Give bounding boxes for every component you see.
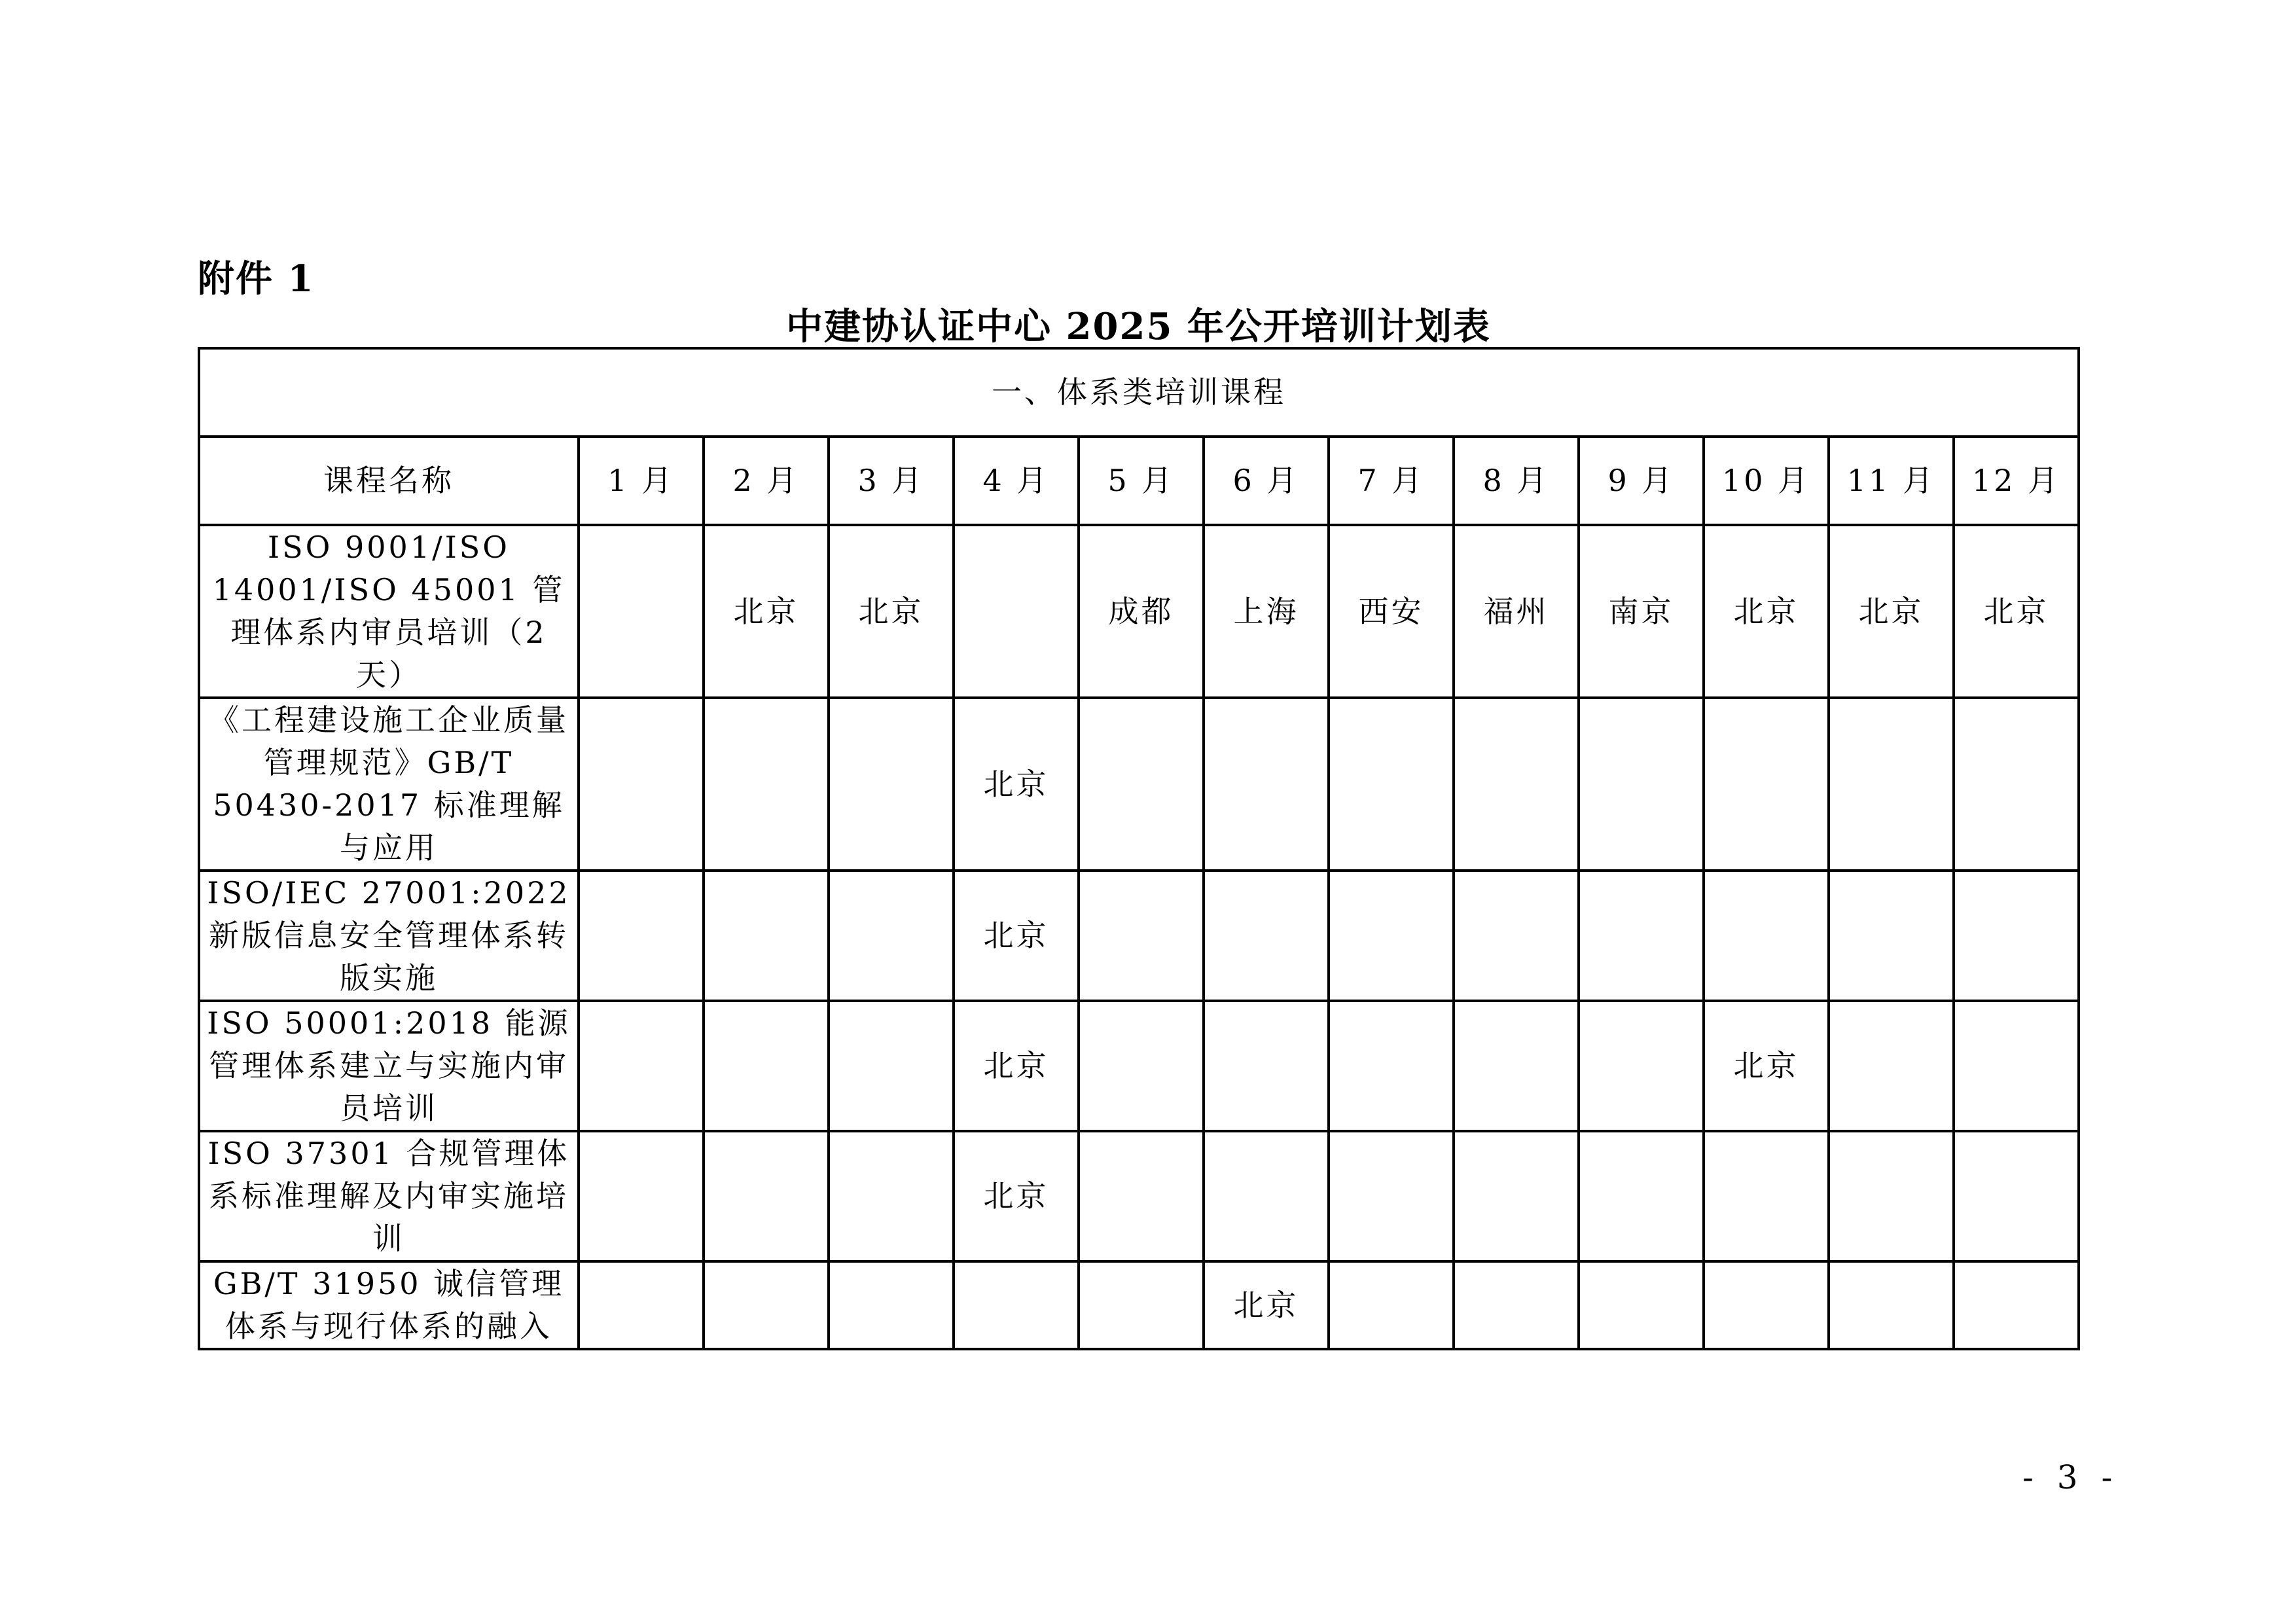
month-cell-3 [829,1001,954,1131]
attachment-label: 附件 1 [198,257,315,300]
month-cell-12 [1954,871,2079,1001]
month-cell-6: 上海 [1204,525,1329,698]
month-cell-1 [579,1001,704,1131]
month-cell-5 [1079,1001,1204,1131]
month-cell-10 [1704,1131,1829,1261]
month-cell-2 [704,1261,829,1349]
month-cell-8 [1454,1001,1579,1131]
month-cell-12 [1954,698,2079,871]
table-row [199,698,2079,871]
month-cell-12 [1954,1001,2079,1131]
section-title: 一、体系类培训课程 [199,348,2079,437]
month-cell-1 [579,1261,704,1349]
month-cell-10 [1704,698,1829,871]
month-cell-6 [1204,698,1329,871]
month-cell-9 [1579,1131,1704,1261]
header-month-8: 8 月 [1454,437,1579,525]
header-month-11: 11 月 [1829,437,1954,525]
header-month-4: 4 月 [954,437,1079,525]
month-cell-4: 北京 [954,1001,1079,1131]
month-cell-6 [1204,871,1329,1001]
month-cell-11 [1829,1131,1954,1261]
month-cell-3 [829,871,954,1001]
month-cell-8 [1454,1261,1579,1349]
section-row [199,348,2079,437]
month-cell-10: 北京 [1704,525,1829,698]
header-month-6: 6 月 [1204,437,1329,525]
month-cell-9 [1579,1261,1704,1349]
month-cell-11: 北京 [1829,525,1954,698]
table-row [199,1131,2079,1261]
month-cell-7 [1329,698,1454,871]
month-cell-3 [829,1261,954,1349]
course-name-cell: ISO 37301 合规管理体系标准理解及内审实施培训 [199,1131,579,1261]
month-cell-6 [1204,1131,1329,1261]
training-plan-table [198,347,2080,1350]
month-cell-3 [829,1131,954,1261]
course-name-cell: ISO 50001:2018 能源管理体系建立与实施内审员培训 [199,1001,579,1131]
month-cell-1 [579,871,704,1001]
table-row [199,1261,2079,1349]
month-cell-5 [1079,698,1204,871]
month-cell-5 [1079,1261,1204,1349]
month-cell-4 [954,525,1079,698]
month-cell-12 [1954,1131,2079,1261]
month-cell-2 [704,1131,829,1261]
column-header-row [199,437,2079,525]
header-month-2: 2 月 [704,437,829,525]
month-cell-9: 南京 [1579,525,1704,698]
month-cell-9 [1579,871,1704,1001]
month-cell-4: 北京 [954,1131,1079,1261]
month-cell-8 [1454,1131,1579,1261]
month-cell-6 [1204,1001,1329,1131]
month-cell-3: 北京 [829,525,954,698]
page-number: - 3 - [2022,1458,2119,1496]
month-cell-12 [1954,1261,2079,1349]
month-cell-1 [579,1131,704,1261]
course-name-cell: ISO 9001/ISO 14001/ISO 45001 管理体系内审员培训（2 天） [199,525,579,698]
month-cell-10 [1704,1261,1829,1349]
header-month-7: 7 月 [1329,437,1454,525]
table-row [199,871,2079,1001]
month-cell-7 [1329,1261,1454,1349]
header-month-3: 3 月 [829,437,954,525]
month-cell-4 [954,1261,1079,1349]
month-cell-10: 北京 [1704,1001,1829,1131]
month-cell-9 [1579,1001,1704,1131]
month-cell-12: 北京 [1954,525,2079,698]
table-row [199,525,2079,698]
month-cell-5 [1079,1131,1204,1261]
header-month-9: 9 月 [1579,437,1704,525]
month-cell-4: 北京 [954,698,1079,871]
month-cell-5 [1079,871,1204,1001]
header-month-1: 1 月 [579,437,704,525]
month-cell-7 [1329,1001,1454,1131]
header-month-5: 5 月 [1079,437,1204,525]
month-cell-8 [1454,698,1579,871]
month-cell-10 [1704,871,1829,1001]
month-cell-9 [1579,698,1704,871]
month-cell-1 [579,698,704,871]
month-cell-8: 福州 [1454,525,1579,698]
month-cell-7: 西安 [1329,525,1454,698]
month-cell-11 [1829,1261,1954,1349]
month-cell-5: 成都 [1079,525,1204,698]
course-name-cell: GB/T 31950 诚信管理体系与现行体系的融入 [199,1261,579,1349]
month-cell-2 [704,871,829,1001]
month-cell-4: 北京 [954,871,1079,1001]
document-title: 中建协认证中心 2025 年公开培训计划表 [786,305,1491,348]
month-cell-6: 北京 [1204,1261,1329,1349]
course-name-cell: 《工程建设施工企业质量管理规范》GB/T 50430-2017 标准理解与应用 [199,698,579,871]
header-month-12: 12 月 [1954,437,2079,525]
month-cell-11 [1829,698,1954,871]
month-cell-11 [1829,1001,1954,1131]
month-cell-8 [1454,871,1579,1001]
month-cell-2: 北京 [704,525,829,698]
month-cell-11 [1829,871,1954,1001]
month-cell-1 [579,525,704,698]
header-course-name: 课程名称 [199,437,579,525]
header-month-10: 10 月 [1704,437,1829,525]
month-cell-3 [829,698,954,871]
month-cell-2 [704,1001,829,1131]
month-cell-7 [1329,871,1454,1001]
month-cell-7 [1329,1131,1454,1261]
table-row [199,1001,2079,1131]
course-name-cell: ISO/IEC 27001:2022 新版信息安全管理体系转版实施 [199,871,579,1001]
month-cell-2 [704,698,829,871]
